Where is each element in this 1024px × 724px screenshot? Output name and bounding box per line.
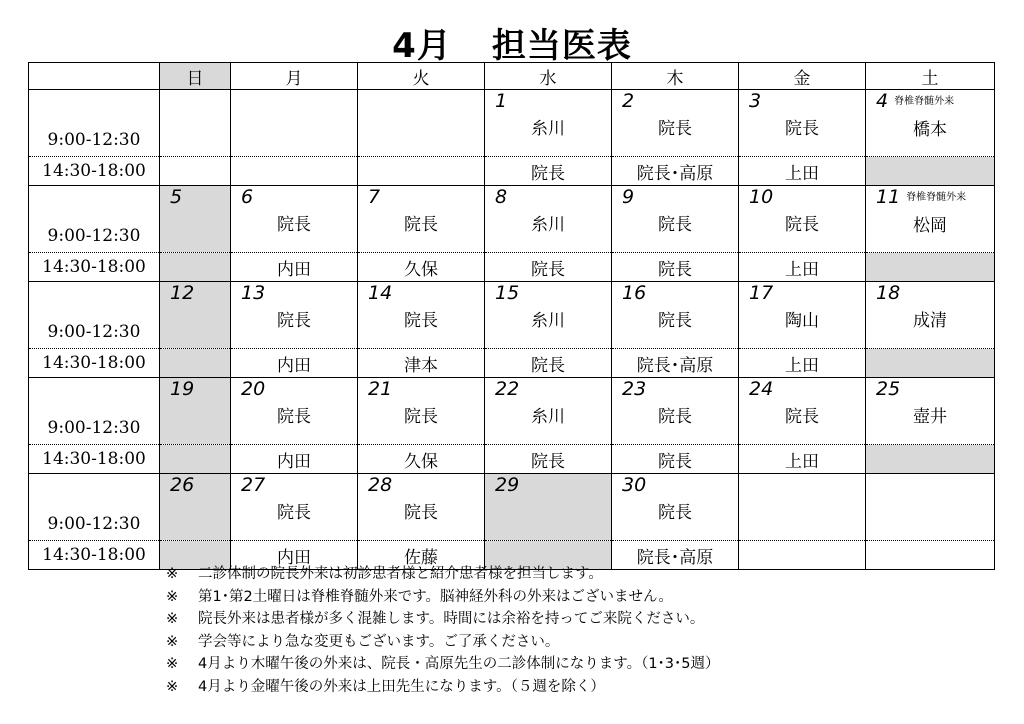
am-cell bbox=[231, 90, 358, 157]
pm-doctor: 久保 bbox=[404, 259, 438, 280]
day-number-text: 17 bbox=[749, 282, 774, 304]
day-number-text: 1 bbox=[495, 90, 508, 112]
am-cell bbox=[231, 186, 358, 253]
day-number bbox=[485, 282, 611, 304]
day-number-text: 2 bbox=[622, 90, 635, 112]
note-item bbox=[166, 631, 720, 654]
day-number-text: 22 bbox=[495, 378, 520, 400]
pm-cell bbox=[612, 445, 739, 474]
day-number bbox=[485, 90, 611, 112]
pm-cell bbox=[160, 349, 231, 378]
pm-doctor: 内田 bbox=[277, 355, 311, 376]
am-cell bbox=[739, 282, 866, 349]
note-text: 学会等により急な変更もございます。ご了承ください。 bbox=[198, 633, 560, 650]
day-number-text: 15 bbox=[495, 282, 520, 304]
pm-doctor: 佐藤 bbox=[404, 547, 438, 568]
am-doctor: 院長 bbox=[785, 215, 819, 235]
day-number bbox=[866, 378, 994, 400]
day-number-text: 7 bbox=[368, 186, 381, 208]
header-day-fri: 金 bbox=[739, 63, 866, 90]
time-am-label: 9:00-12:30 bbox=[29, 378, 160, 445]
note-mark: ※ bbox=[166, 611, 179, 627]
pm-doctor: 久保 bbox=[404, 451, 438, 472]
corner-cell bbox=[29, 63, 160, 90]
am-cell bbox=[160, 282, 231, 349]
day-number bbox=[739, 378, 865, 400]
pm-doctor: 上田 bbox=[785, 259, 819, 280]
day-number-text: 3 bbox=[749, 90, 762, 112]
pm-doctor: 院長 bbox=[531, 163, 565, 184]
am-doctor: 院長 bbox=[785, 119, 819, 139]
day-number-text: 11 bbox=[876, 186, 901, 208]
note-item bbox=[166, 608, 720, 631]
am-doctor: 糸川 bbox=[531, 215, 565, 235]
time-pm-label: 14:30-18:00 bbox=[29, 445, 160, 474]
am-cell bbox=[739, 90, 866, 157]
am-cell bbox=[485, 474, 612, 541]
day-number bbox=[739, 186, 865, 208]
pm-row bbox=[29, 253, 995, 282]
clinic-note: 脊椎脊髄外来 bbox=[906, 191, 967, 203]
header-day-tue: 火 bbox=[358, 63, 485, 90]
day-number-text: 5 bbox=[170, 186, 183, 208]
day-number-text: 29 bbox=[495, 474, 520, 496]
clinic-note: 脊椎脊髄外来 bbox=[894, 95, 955, 107]
pm-cell bbox=[160, 253, 231, 282]
am-cell bbox=[612, 474, 739, 541]
pm-cell bbox=[739, 253, 866, 282]
day-number-text: 9 bbox=[622, 186, 635, 208]
am-row bbox=[29, 186, 995, 253]
day-number bbox=[485, 186, 611, 208]
day-number-text: 19 bbox=[170, 378, 195, 400]
note-item bbox=[166, 653, 720, 676]
day-number-text: 12 bbox=[170, 282, 195, 304]
am-row bbox=[29, 474, 995, 541]
pm-cell bbox=[739, 157, 866, 186]
note-text: 4月より金曜午後の外来は上田先生になります。（５週を除く） bbox=[198, 678, 605, 695]
am-cell bbox=[231, 378, 358, 445]
am-row bbox=[29, 282, 995, 349]
day-number bbox=[358, 186, 484, 208]
pm-cell bbox=[866, 349, 995, 378]
am-doctor: 院長 bbox=[277, 311, 311, 331]
pm-cell bbox=[160, 445, 231, 474]
pm-cell bbox=[612, 253, 739, 282]
am-cell bbox=[612, 378, 739, 445]
pm-row bbox=[29, 349, 995, 378]
pm-doctor: 内田 bbox=[277, 547, 311, 568]
day-number bbox=[866, 282, 994, 304]
time-am-label: 9:00-12:30 bbox=[29, 282, 160, 349]
day-number bbox=[160, 186, 230, 208]
pm-cell bbox=[739, 445, 866, 474]
am-doctor: 院長 bbox=[404, 407, 438, 427]
pm-cell bbox=[612, 157, 739, 186]
pm-doctor: 院長 bbox=[658, 259, 692, 280]
pm-cell bbox=[485, 157, 612, 186]
time-am-label: 9:00-12:30 bbox=[29, 186, 160, 253]
day-number-text: 27 bbox=[241, 474, 266, 496]
pm-doctor: 上田 bbox=[785, 451, 819, 472]
day-number bbox=[231, 186, 357, 208]
notes-list bbox=[166, 563, 720, 698]
pm-cell bbox=[231, 445, 358, 474]
am-cell bbox=[866, 90, 995, 157]
day-number-text: 18 bbox=[876, 282, 901, 304]
pm-doctor: 院長 bbox=[531, 355, 565, 376]
note-text: 院長外来は患者様が多く混雑します。時間には余裕を持ってご来院ください。 bbox=[198, 611, 705, 627]
day-number-text: 20 bbox=[241, 378, 266, 400]
pm-cell bbox=[231, 157, 358, 186]
day-number bbox=[160, 474, 230, 496]
day-number bbox=[160, 282, 230, 304]
am-doctor: 糸川 bbox=[531, 311, 565, 331]
time-pm-label: 14:30-18:00 bbox=[29, 541, 160, 570]
note-mark: ※ bbox=[166, 678, 179, 695]
note-mark: ※ bbox=[166, 656, 179, 672]
am-cell bbox=[358, 474, 485, 541]
pm-cell bbox=[739, 541, 866, 570]
pm-cell bbox=[866, 157, 995, 186]
pm-doctor: 院長･高原 bbox=[636, 163, 714, 184]
am-cell bbox=[612, 282, 739, 349]
day-number-text: 16 bbox=[622, 282, 647, 304]
pm-cell bbox=[485, 349, 612, 378]
pm-cell bbox=[160, 157, 231, 186]
am-cell bbox=[485, 90, 612, 157]
day-number-text: 8 bbox=[495, 186, 508, 208]
pm-cell bbox=[485, 445, 612, 474]
am-doctor: 院長 bbox=[277, 407, 311, 427]
am-cell bbox=[231, 474, 358, 541]
note-mark: ※ bbox=[166, 588, 179, 605]
time-pm-label: 14:30-18:00 bbox=[29, 349, 160, 378]
day-number-text: 14 bbox=[368, 282, 393, 304]
pm-row bbox=[29, 445, 995, 474]
day-number bbox=[358, 474, 484, 496]
am-doctor: 成清 bbox=[913, 311, 947, 331]
pm-doctor: 院長･高原 bbox=[636, 547, 714, 568]
schedule-table bbox=[28, 62, 995, 570]
day-number bbox=[231, 378, 357, 400]
am-doctor: 院長 bbox=[658, 407, 692, 427]
day-number-text: 24 bbox=[749, 378, 774, 400]
pm-doctor: 津本 bbox=[404, 355, 438, 376]
header-day-sun: 日 bbox=[160, 63, 231, 90]
pm-cell bbox=[358, 253, 485, 282]
am-cell bbox=[160, 474, 231, 541]
pm-doctor: 院長 bbox=[531, 451, 565, 472]
day-number-text: 26 bbox=[170, 474, 195, 496]
pm-doctor: 院長･高原 bbox=[636, 355, 714, 376]
day-number bbox=[358, 378, 484, 400]
time-am-label: 9:00-12:30 bbox=[29, 474, 160, 541]
note-text: 第1･第2土曜日は脊椎脊髄外来です。脳神経外科の外来はございません。 bbox=[198, 588, 673, 605]
title-month: 4月 bbox=[392, 26, 452, 66]
pm-cell bbox=[231, 349, 358, 378]
pm-doctor: 内田 bbox=[277, 259, 311, 280]
am-cell bbox=[866, 378, 995, 445]
am-doctor: 陶山 bbox=[785, 311, 819, 331]
title-text: 担当医表 bbox=[491, 26, 632, 66]
note-item bbox=[166, 676, 720, 699]
day-number bbox=[612, 90, 738, 112]
am-cell bbox=[866, 474, 995, 541]
note-text: 4月より木曜午後の外来は、院長・高原先生の二診体制になります。（1･3･5週） bbox=[198, 656, 720, 672]
day-number-text: 23 bbox=[622, 378, 647, 400]
am-cell bbox=[485, 186, 612, 253]
am-doctor: 院長 bbox=[658, 311, 692, 331]
day-number-text: 13 bbox=[241, 282, 266, 304]
am-doctor: 院長 bbox=[404, 503, 438, 523]
am-cell bbox=[358, 90, 485, 157]
am-doctor: 院長 bbox=[277, 503, 311, 523]
am-doctor: 松岡 bbox=[913, 215, 947, 236]
pm-cell bbox=[866, 445, 995, 474]
header-day-mon: 月 bbox=[231, 63, 358, 90]
am-cell bbox=[358, 378, 485, 445]
day-number-text: 6 bbox=[241, 186, 254, 208]
day-number-text: 25 bbox=[876, 378, 901, 400]
schedule-body bbox=[29, 90, 995, 570]
pm-cell bbox=[231, 253, 358, 282]
note-mark: ※ bbox=[166, 566, 179, 582]
pm-cell bbox=[866, 253, 995, 282]
pm-doctor: 上田 bbox=[785, 163, 819, 184]
am-cell bbox=[739, 378, 866, 445]
am-doctor: 壺井 bbox=[913, 407, 947, 427]
am-row bbox=[29, 90, 995, 157]
pm-cell bbox=[358, 157, 485, 186]
day-number bbox=[612, 378, 738, 400]
header-day-wed: 水 bbox=[485, 63, 612, 90]
pm-cell bbox=[612, 349, 739, 378]
day-number-text: 10 bbox=[749, 186, 774, 208]
time-pm-label: 14:30-18:00 bbox=[29, 253, 160, 282]
day-number bbox=[485, 378, 611, 400]
day-number bbox=[739, 282, 865, 304]
note-item bbox=[166, 586, 720, 609]
am-cell bbox=[231, 282, 358, 349]
am-cell bbox=[358, 186, 485, 253]
am-row bbox=[29, 378, 995, 445]
am-cell bbox=[160, 186, 231, 253]
am-doctor: 院長 bbox=[277, 215, 311, 235]
am-cell bbox=[160, 378, 231, 445]
day-number bbox=[160, 378, 230, 400]
day-number bbox=[612, 474, 738, 496]
day-number-text: 21 bbox=[368, 378, 393, 400]
note-item bbox=[166, 563, 720, 586]
pm-doctor: 院長 bbox=[658, 451, 692, 472]
am-cell bbox=[612, 90, 739, 157]
day-number bbox=[358, 282, 484, 304]
pm-row bbox=[29, 157, 995, 186]
day-number bbox=[231, 474, 357, 496]
header-day-thu: 木 bbox=[612, 63, 739, 90]
day-number-text: 28 bbox=[368, 474, 393, 496]
am-cell bbox=[739, 186, 866, 253]
pm-cell bbox=[485, 253, 612, 282]
am-cell bbox=[866, 282, 995, 349]
pm-doctor: 院長 bbox=[531, 259, 565, 280]
header-row bbox=[29, 63, 995, 90]
am-doctor: 院長 bbox=[785, 407, 819, 427]
am-cell bbox=[612, 186, 739, 253]
am-doctor: 院長 bbox=[404, 215, 438, 235]
page-title bbox=[0, 18, 1024, 67]
day-number bbox=[739, 90, 865, 112]
am-cell bbox=[866, 186, 995, 253]
pm-cell bbox=[866, 541, 995, 570]
am-doctor: 院長 bbox=[658, 119, 692, 139]
am-doctor: 院長 bbox=[658, 215, 692, 235]
pm-doctor: 上田 bbox=[785, 355, 819, 376]
pm-cell bbox=[358, 349, 485, 378]
am-doctor: 院長 bbox=[658, 503, 692, 523]
day-number bbox=[612, 186, 738, 208]
day-number bbox=[612, 282, 738, 304]
time-pm-label: 14:30-18:00 bbox=[29, 157, 160, 186]
day-number bbox=[231, 282, 357, 304]
am-cell bbox=[160, 90, 231, 157]
day-number bbox=[866, 186, 994, 209]
header-day-sat: 土 bbox=[866, 63, 995, 90]
am-doctor: 橋本 bbox=[913, 119, 947, 140]
am-doctor: 院長 bbox=[404, 311, 438, 331]
am-doctor: 糸川 bbox=[531, 119, 565, 139]
time-am-label: 9:00-12:30 bbox=[29, 90, 160, 157]
am-cell bbox=[485, 378, 612, 445]
note-text: 二診体制の院長外来は初診患者様と紹介患者様を担当します。 bbox=[198, 566, 603, 582]
pm-doctor: 内田 bbox=[277, 451, 311, 472]
pm-cell bbox=[358, 445, 485, 474]
am-doctor: 糸川 bbox=[531, 407, 565, 427]
pm-cell bbox=[739, 349, 866, 378]
day-number bbox=[866, 90, 994, 113]
day-number bbox=[485, 474, 611, 496]
am-cell bbox=[739, 474, 866, 541]
day-number-text: 4 bbox=[876, 90, 889, 112]
am-cell bbox=[485, 282, 612, 349]
note-mark: ※ bbox=[166, 633, 179, 650]
day-number-text: 30 bbox=[622, 474, 647, 496]
am-cell bbox=[358, 282, 485, 349]
